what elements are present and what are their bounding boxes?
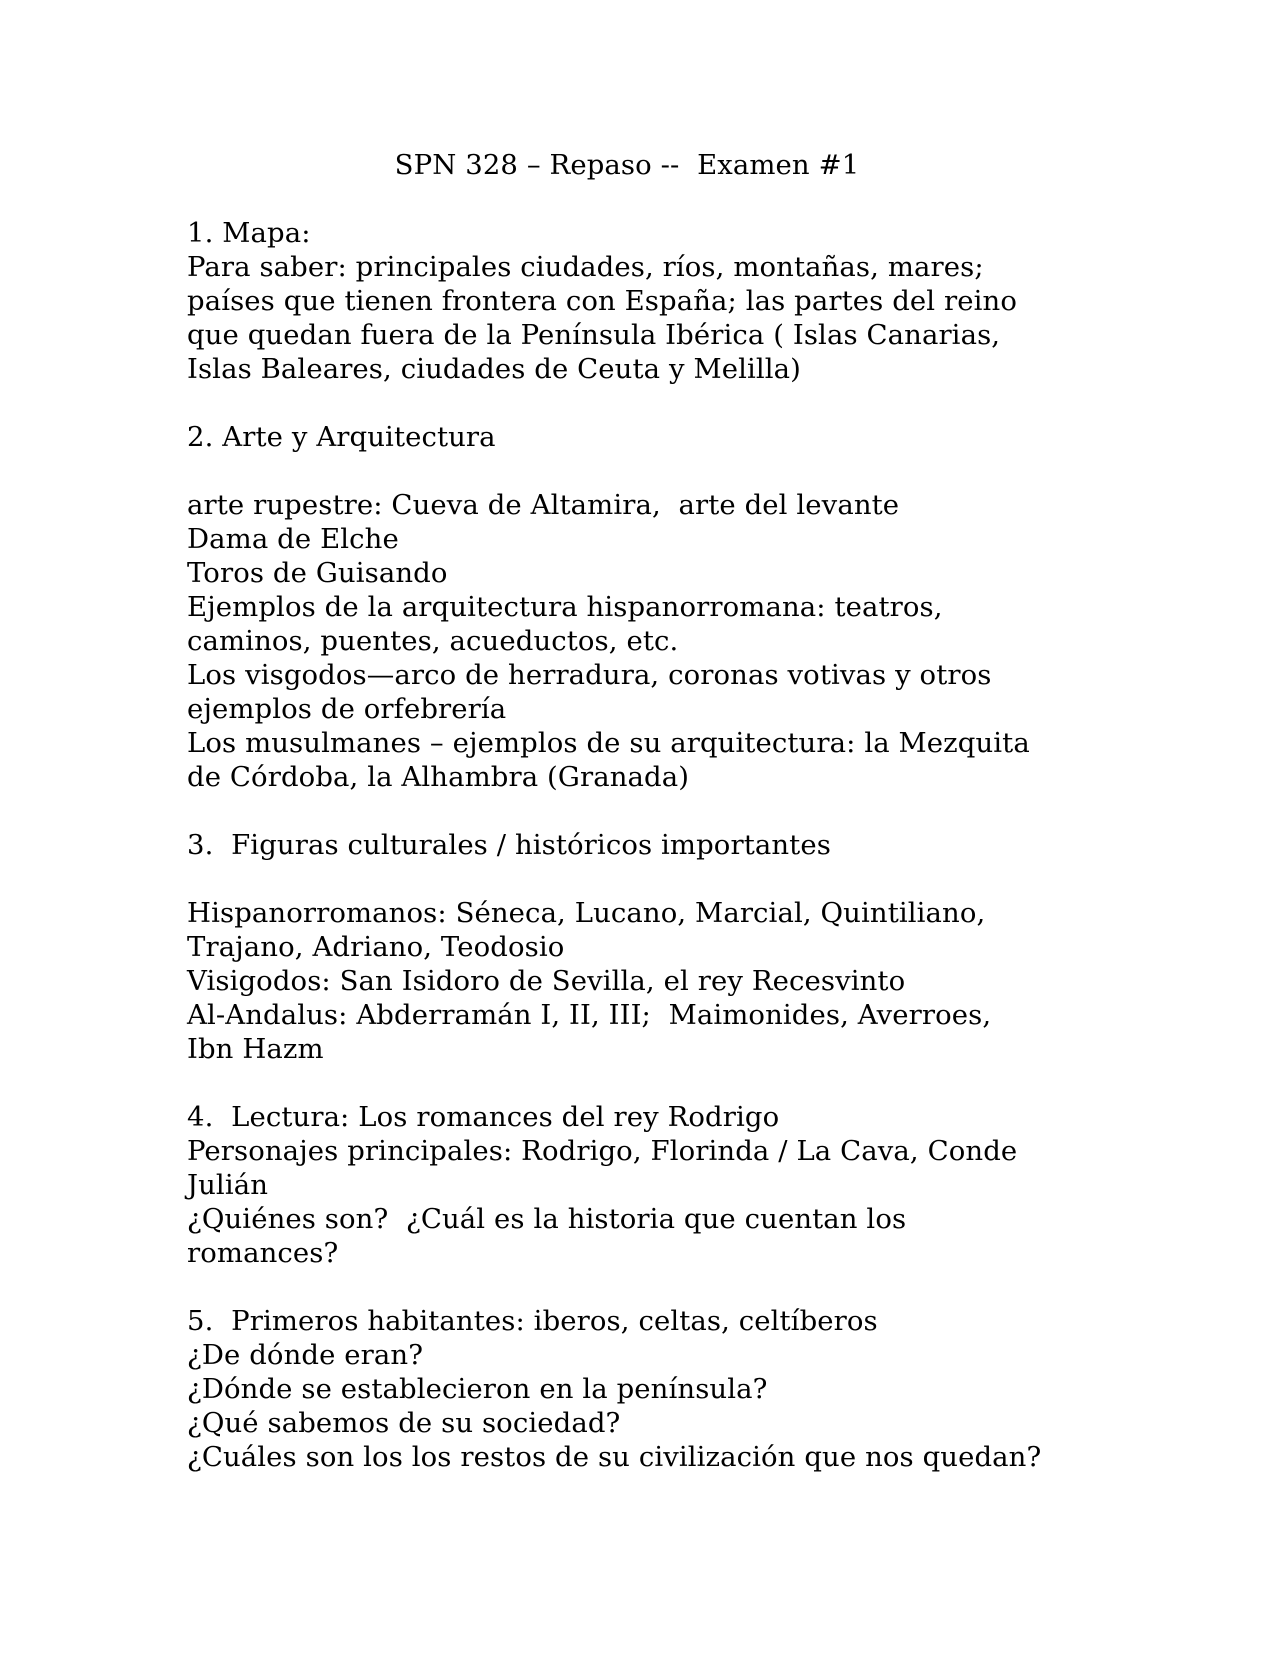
section-2-line: Ejemplos de la arquitectura hispanorromana: teatros, [187, 591, 943, 623]
blank-line [187, 794, 1187, 828]
section-1-line: que quedan fuera de la Península Ibérica ( Islas Canarias, [187, 319, 1001, 351]
section-5-line: ¿Cuáles son los los restos de su civilización que nos quedan? [187, 1441, 1042, 1473]
section-5-heading: 5. Primeros habitantes: iberos, celtas, celtíberos [187, 1305, 878, 1337]
section-1-heading: 1. Mapa: [187, 217, 311, 249]
section-2-line: Dama de Elche [187, 523, 399, 555]
section-3-line: Hispanorromanos: Séneca, Lucano, Marcial, Quintiliano, [187, 897, 986, 929]
section-4-line: ¿Quiénes son? ¿Cuál es la historia que cuentan los [187, 1203, 907, 1235]
section-3-line: Visigodos: San Isidoro de Sevilla, el rey Recesvinto [187, 965, 906, 997]
section-3-line: Ibn Hazm [187, 1033, 324, 1065]
section-4-heading: 4. Lectura: Los romances del rey Rodrigo [187, 1101, 780, 1133]
blank-line [187, 1270, 1187, 1304]
section-4-line: romances? [187, 1237, 339, 1269]
document-body [187, 148, 1187, 1474]
section-2-line: Los musulmanes – ejemplos de su arquitectura: la Mezquita [187, 727, 1030, 759]
section-2-line: Los visgodos—arco de herradura, coronas votivas y otros [187, 659, 992, 691]
blank-line [187, 182, 1187, 216]
section-3-line [187, 862, 1187, 896]
section-2-line [187, 454, 1187, 488]
section-2-heading: 2. Arte y Arquitectura [187, 421, 496, 453]
section-1-line: países que tienen frontera con España; las partes del reino [187, 285, 1017, 317]
section-4-line: Personajes principales: Rodrigo, Florinda / La Cava, Conde [187, 1135, 1018, 1167]
section-2-line: ejemplos de orfebrería [187, 693, 507, 725]
section-2-line: arte rupestre: Cueva de Altamira, arte del levante [187, 489, 900, 521]
section-2-line: de Córdoba, la Alhambra (Granada) [187, 761, 690, 793]
section-3-line: Trajano, Adriano, Teodosio [187, 931, 565, 963]
section-5-line: ¿Qué sabemos de su sociedad? [187, 1407, 621, 1439]
section-2-line: caminos, puentes, acueductos, etc. [187, 625, 679, 657]
section-5-line: ¿De dónde eran? [187, 1339, 424, 1371]
section-5-line: ¿Dónde se establecieron en la península? [187, 1373, 768, 1405]
section-2-line: Toros de Guisando [187, 557, 448, 589]
section-3-heading: 3. Figuras culturales / históricos importantes [187, 829, 831, 861]
blank-line [187, 386, 1187, 420]
section-1-line: Para saber: principales ciudades, ríos, montañas, mares; [187, 251, 984, 283]
section-1-line: Islas Baleares, ciudades de Ceuta y Melilla) [187, 353, 801, 385]
blank-line [187, 1066, 1187, 1100]
document-title: SPN 328 – Repaso -- Examen #1 [394, 149, 860, 181]
section-4-line: Julián [187, 1169, 269, 1201]
section-3-line: Al-Andalus: Abderramán I, II, III; Maimonides, Averroes, [187, 999, 992, 1031]
